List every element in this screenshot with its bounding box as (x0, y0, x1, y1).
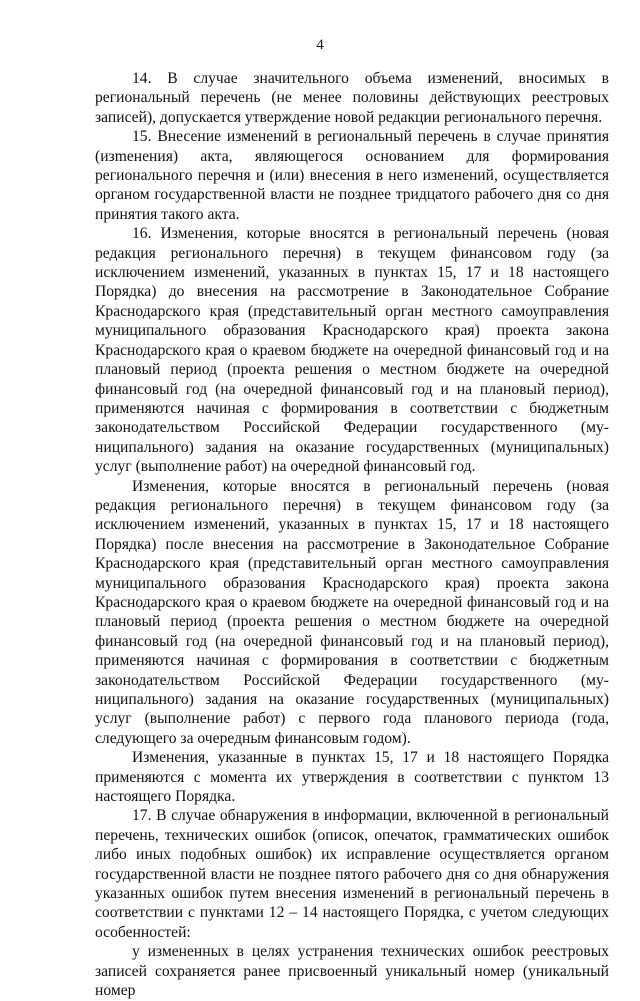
paragraph-17: 17. В случае обнаружения в информации, включенной в региональный перечень, технических ошибок (описок, опечаток, грамматических ошибок либо иных подобных ошибок) их исправление осуществляется органом государственной власти не позднее пятого рабочего дня со дня обнаружения указанных ошибок путем внесения изменений в региональный перечень в соответствии с пунктами 12 – 14 настоящего Порядка, с учетом следующих особенностей: (95, 807, 609, 941)
paragraph-14: 14. В случае значительного объема изменений, вносимых в региональный перечень (не менее половины действующих реестровых записей), допускается утверждение новой редакции регионального перечня. (95, 70, 609, 126)
paragraph-17-features: у измененных в целях устранения технических ошибок реестровых записей сохраняется ранее присвоенный уникальный номер (уникальный номер (95, 943, 609, 1000)
paragraph-16: 16. Изменения, которые вносятся в региональный перечень (новая редакция регионального перечня) в текущем финансовом году (за исключением изменений, указанных в пунктах 15, 17 и 18 настоящего Порядка) до внесения на рассмотрение в Законодательное Собрание Краснодарского края (представительный орган местного самоуправления муниципального образования Краснодарского края) проекта закона Краснодарского края о краевом бюджете на очередной финансовый год и на плановый период (проекта решения о местном бюджете на очередной финансовый год (на очередной финансовый год и на плановый период), применяются начиная с формирования в соответствии с бюджетным законодательством Российской Федерации государственного (муниципального) задания на оказание государственных (муниципальных) услуг (выполнение работ) на очередной финансовый год. (95, 225, 609, 476)
paragraph-16-after-submission: Изменения, которые вносятся в региональный перечень (новая редакция регионального перечня) в текущем финансовом году (за исключением изменений, указанных в пунктах 15, 17 и 18 настоящего Порядка) после внесения на рассмотрение в Законодательное Собрание Краснодарского края (представительный орган местного самоуправления муниципального образования Краснодарского края) проекта закона Краснодарского края о краевом бюджете на очередной финансовый год и на плановый период (проекта решения о местном бюджете на очередной финансовый год (на очередной финансовый год и на плановый период), применяются начиная с формирования в соответствии с бюджетным законодательством Российской Федерации государственного (муниципального) задания на оказание государственных (муниципальных) услуг (выполнение работ) с первого года планового периода (года, следующего за очередным финансовым годом). (95, 477, 609, 747)
page-number: 4 (316, 37, 324, 53)
paragraph-15: 15. Внесение изменений в региональный перечень в случае принятия (изmенения) акта, являющегося основанием для формирования регионального перечня и (или) внесения в него изменений, осуществляется органом государственной власти не позднее тридцатого рабочего дня со дня принятия такого акта. (95, 128, 609, 223)
document-body (95, 69, 609, 1001)
paragraph-16-items-15-17-18: Изменения, указанные в пунктах 15, 17 и 18 настоящего Порядка применяются с момента их утверждения в соответствии с пунктом 13 настоящего Порядка. (95, 749, 609, 806)
